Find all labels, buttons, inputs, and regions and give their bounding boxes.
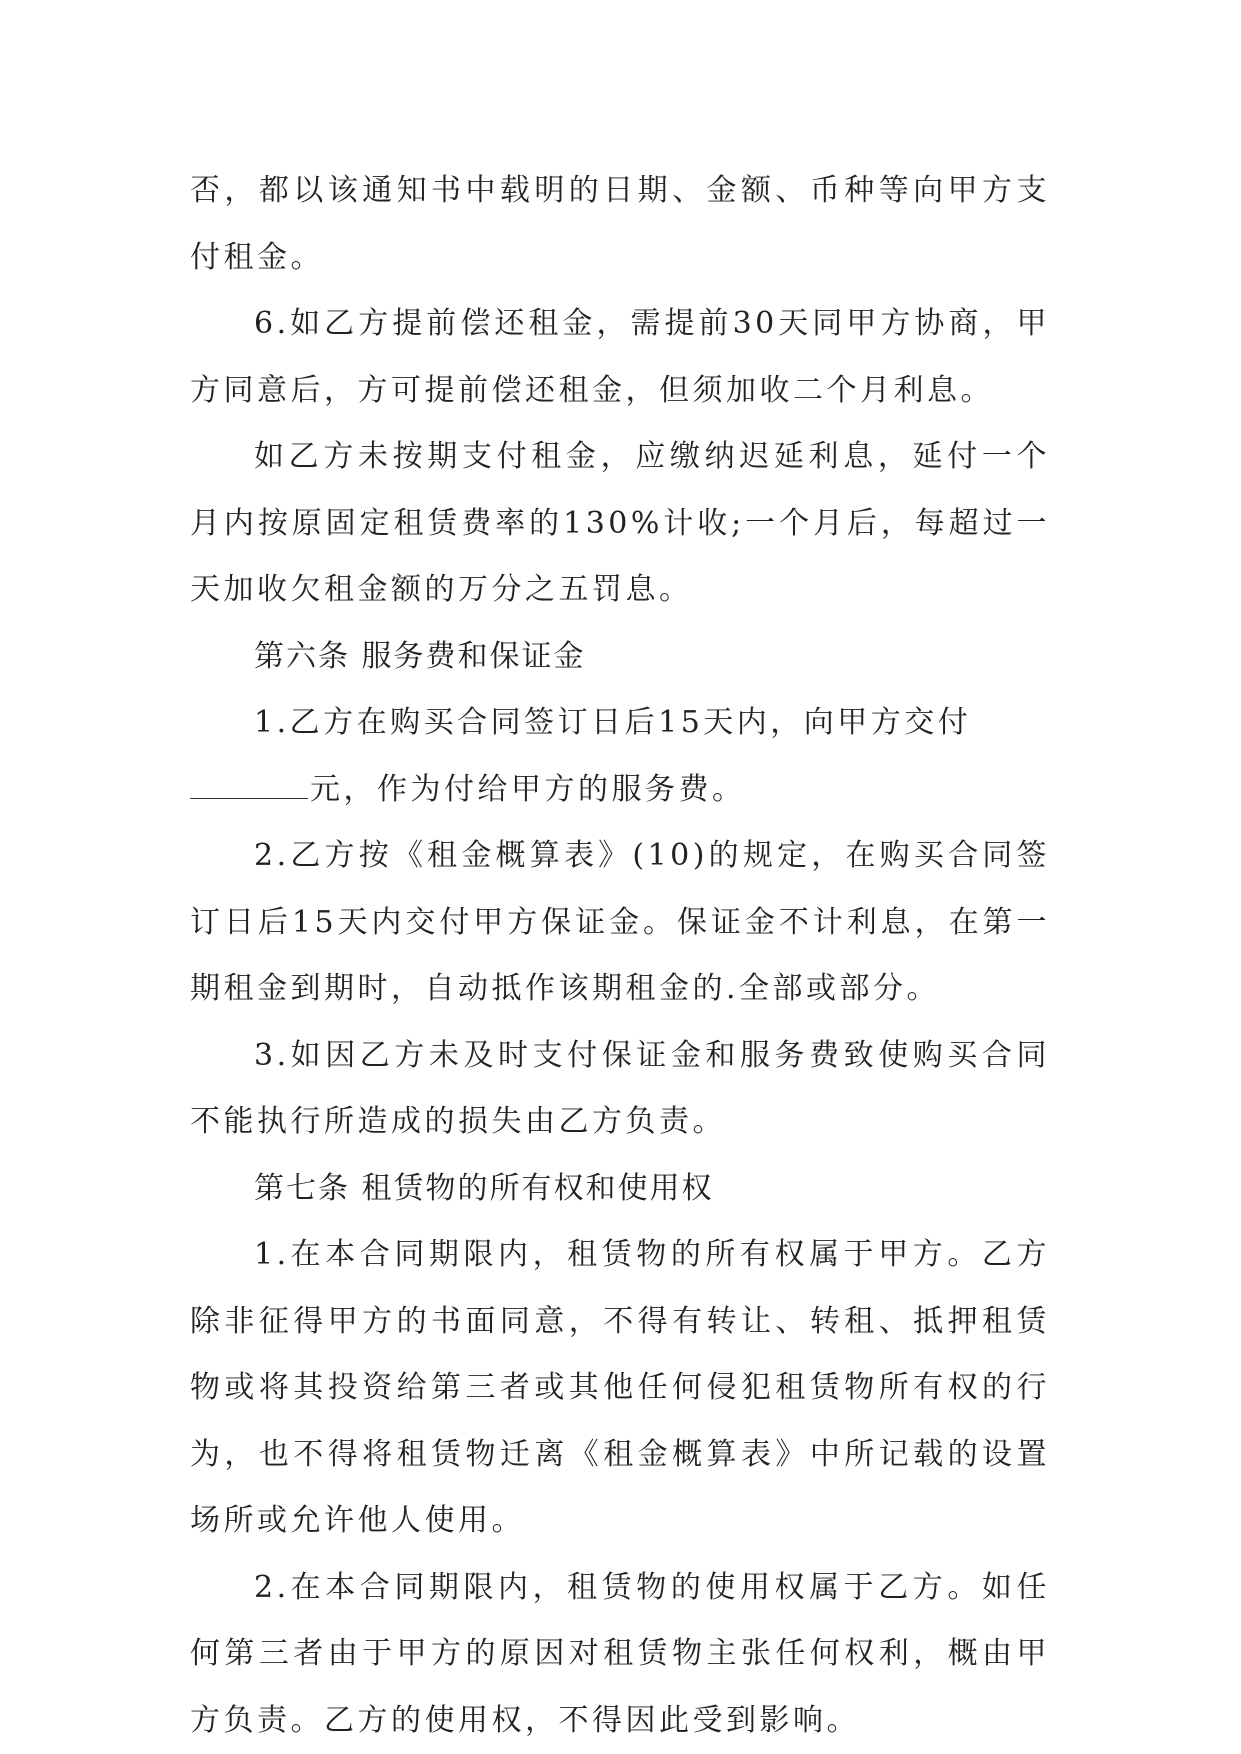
clause-6-3: 3.如因乙方未及时支付保证金和服务费致使购买合同不能执行所造成的损失由乙方负责。 xyxy=(190,1037,1050,1139)
clause-6-2: 2.乙方按《租金概算表》(10)的规定，在购买合同签订日后15天内交付甲方保证金。保证金不计利息，在第一期租金到期时，自动抵作该期租金的.全部或部分。 xyxy=(190,838,1050,1006)
fill-in-blank xyxy=(190,772,308,799)
paragraph-continuation: 否，都以该通知书中载明的日期、金额、币种等向甲方支付租金。 xyxy=(190,173,1050,275)
article-7-heading: 第七条 租赁物的所有权和使用权 xyxy=(254,1170,714,1206)
clause-6-1-tail: 元，作为付给甲方的服务费。 xyxy=(310,771,746,807)
clause-6-1-text: 1.乙方在购买合同签订日后15天内，向甲方交付 xyxy=(254,705,972,740)
late-payment-paragraph: 如乙方未按期支付租金，应缴纳迟延利息，延付一个月内按原固定租赁费率的130%计收;一个月后，每超过一天加收欠租金额的万分之五罚息。 xyxy=(190,439,1050,607)
document-body xyxy=(190,158,1050,1754)
article-6-heading: 第六条 服务费和保证金 xyxy=(254,638,586,674)
clause-5-6: 6.如乙方提前偿还租金，需提前30天同甲方协商，甲方同意后，方可提前偿还租金，但须加收二个月利息。 xyxy=(190,306,1050,408)
clause-7-2: 2.在本合同期限内，租赁物的使用权属于乙方。如任何第三者由于甲方的原因对租赁物主张任何权利，概由甲方负责。乙方的使用权，不得因此受到影响。 xyxy=(190,1569,1050,1738)
clause-7-1: 1.在本合同期限内，租赁物的所有权属于甲方。乙方除非征得甲方的书面同意，不得有转让、转租、抵押租赁物或将其投资给第三者或其他任何侵犯租赁物所有权的行为，也不得将租赁物迁离《租金概算表》中所记载的设置场所或允许他人使用。 xyxy=(190,1237,1050,1538)
clause-6-1 xyxy=(190,690,1050,823)
